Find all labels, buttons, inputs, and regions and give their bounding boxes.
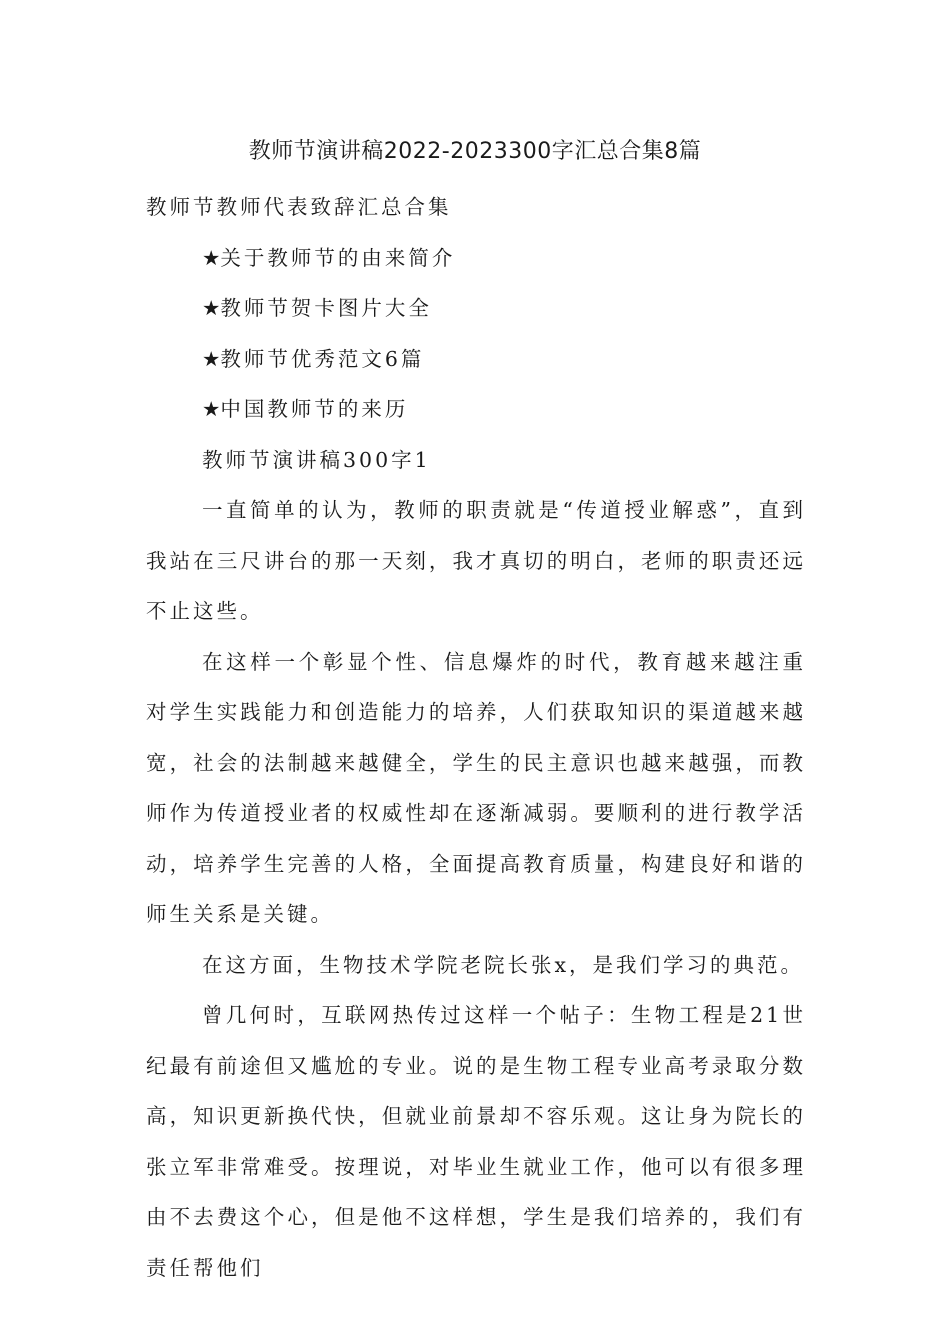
toc-item-label: 教师节贺卡图片大全 xyxy=(220,296,432,320)
document-title: 教师节演讲稿2022-2023300字汇总合集8篇 xyxy=(248,139,702,164)
document-body xyxy=(146,182,806,1293)
body-paragraph: 曾几何时，互联网热传过这样一个帖子：生物工程是21世纪最有前途但又尴尬的专业。说的是生物工程专业高考录取分数高，知识更新换代快，但就业前景却不容乐观。这让身为院长的张立军非常难受。按理说，对毕业生就业工作，他可以有很多理由不去费这个心，但是他不这样想，学生是我们培养的，我们有责任帮他们 xyxy=(146,1003,806,1280)
body-paragraph: 在这样一个彰显个性、信息爆炸的时代，教育越来越注重对学生实践能力和创造能力的培养，人们获取知识的渠道越来越宽，社会的法制越来越健全，学生的民主意识也越来越强，而教师作为传道授业者的权威性却在逐渐减弱。要顺利的进行教学活动，培养学生完善的人格，全面提高教育质量，构建良好和谐的师生关系是关键。 xyxy=(146,649,806,926)
star-icon: ★ xyxy=(202,245,221,270)
body-paragraph: 在这方面，生物技术学院老院长张x，是我们学习的典范。 xyxy=(202,952,805,977)
toc-item[interactable] xyxy=(146,384,806,435)
star-icon: ★ xyxy=(202,397,221,421)
section-heading: 教师节演讲稿300字1 xyxy=(202,447,431,472)
document-subtitle: 教师节教师代表致辞汇总合集 xyxy=(146,195,452,219)
star-icon: ★ xyxy=(202,346,221,371)
toc-item-label: 关于教师节的由来简介 xyxy=(220,245,456,270)
toc-item-label: 中国教师节的来历 xyxy=(220,397,409,421)
body-paragraph: 一直简单的认为，教师的职责就是“传道授业解惑”，直到我站在三尺讲台的那一天刻，我才真切的明白，老师的职责还远不止这些。 xyxy=(146,498,806,623)
toc-item[interactable] xyxy=(146,233,806,284)
toc-item[interactable] xyxy=(146,334,806,385)
toc-item[interactable] xyxy=(146,283,806,334)
star-icon: ★ xyxy=(202,296,221,320)
toc-item-label: 教师节优秀范文6篇 xyxy=(220,346,425,371)
